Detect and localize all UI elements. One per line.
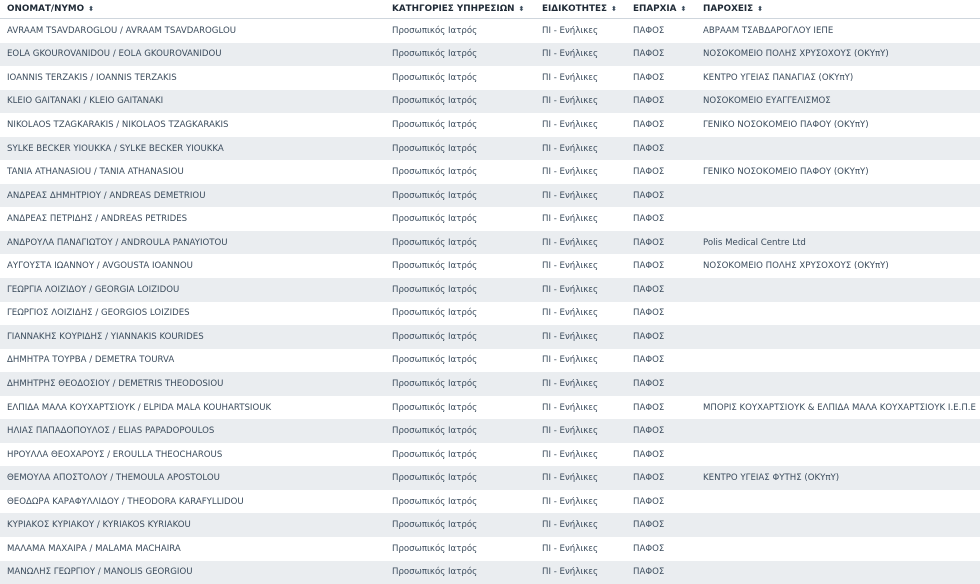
district-cell: ΠΑΦΟΣ <box>626 537 696 561</box>
doctor-name-cell: ΑΝΔΡΕΑΣ ΔΗΜΗΤΡΙΟΥ / ANDREAS DEMETRIOU <box>0 184 385 208</box>
doctor-name-cell: IOANNIS TERZAKIS / IOANNIS TERZAKIS <box>0 66 385 90</box>
provider-cell <box>696 490 980 514</box>
table-row[interactable] <box>0 396 980 420</box>
specialty-cell: ΠΙ - Ενήλικες <box>535 137 626 161</box>
specialty-cell: ΠΙ - Ενήλικες <box>535 419 626 443</box>
doctor-name-cell: SYLKE BECKER YIOUKKA / SYLKE BECKER YIOUKKA <box>0 137 385 161</box>
provider-cell: ΓΕΝΙΚΟ ΝΟΣΟΚΟΜΕΙΟ ΠΑΦΟΥ (ΟΚΥπΥ) <box>696 160 980 184</box>
doctor-name-cell: ΑΥΓΟΥΣΤΑ ΙΩΑΝΝΟΥ / AVGOUSTA IOANNOU <box>0 254 385 278</box>
service-category-cell: Προσωπικός Ιατρός <box>385 137 535 161</box>
column-header-label: ΕΙΔΙΚΟΤΗΤΕΣ <box>542 4 607 14</box>
column-header-specialty[interactable] <box>535 0 626 19</box>
specialty-cell: ΠΙ - Ενήλικες <box>535 537 626 561</box>
service-category-cell: Προσωπικός Ιατρός <box>385 490 535 514</box>
table-row[interactable] <box>0 302 980 326</box>
district-cell: ΠΑΦΟΣ <box>626 490 696 514</box>
service-category-cell: Προσωπικός Ιατρός <box>385 419 535 443</box>
specialty-cell: ΠΙ - Ενήλικες <box>535 466 626 490</box>
service-category-cell: Προσωπικός Ιατρός <box>385 396 535 420</box>
service-category-cell: Προσωπικός Ιατρός <box>385 349 535 373</box>
table-row[interactable] <box>0 254 980 278</box>
specialty-cell: ΠΙ - Ενήλικες <box>535 443 626 467</box>
provider-cell <box>696 184 980 208</box>
doctor-name-cell: KLEIO GAITANAKI / KLEIO GAITANAKI <box>0 90 385 114</box>
doctor-name-cell: ΜΑΝΩΛΗΣ ΓΕΩΡΓΙΟΥ / MANOLIS GEORGIOU <box>0 561 385 584</box>
service-category-cell: Προσωπικός Ιατρός <box>385 302 535 326</box>
district-cell: ΠΑΦΟΣ <box>626 302 696 326</box>
doctor-name-cell: ΑΝΔΡΕΑΣ ΠΕΤΡΙΔΗΣ / ANDREAS PETRIDES <box>0 207 385 231</box>
sort-icon[interactable]: ⬍ <box>519 5 525 13</box>
table-row[interactable] <box>0 325 980 349</box>
provider-cell <box>696 325 980 349</box>
doctor-name-cell: ΘΕΜΟΥΛΑ ΑΠΟΣΤΟΛΟΥ / THEMOULA APOSTOLOU <box>0 466 385 490</box>
specialty-cell: ΠΙ - Ενήλικες <box>535 254 626 278</box>
doctor-name-cell: ΑΝΔΡΟΥΛΑ ΠΑΝΑΓΙΩΤΟΥ / ANDROULA PANAYIOTOU <box>0 231 385 255</box>
specialty-cell: ΠΙ - Ενήλικες <box>535 19 626 43</box>
table-row[interactable] <box>0 66 980 90</box>
doctor-name-cell: ΜΑΛΑΜΑ ΜΑΧΑΙΡΑ / MALAMA MACHAIRA <box>0 537 385 561</box>
provider-cell <box>696 302 980 326</box>
doctor-name-cell: ΓΙΑΝΝΑΚΗΣ ΚΟΥΡΙΔΗΣ / YIANNAKIS KOURIDES <box>0 325 385 349</box>
service-category-cell: Προσωπικός Ιατρός <box>385 325 535 349</box>
district-cell: ΠΑΦΟΣ <box>626 254 696 278</box>
provider-cell <box>696 537 980 561</box>
service-category-cell: Προσωπικός Ιατρός <box>385 561 535 584</box>
provider-cell <box>696 372 980 396</box>
table-header <box>0 0 980 19</box>
service-category-cell: Προσωπικός Ιατρός <box>385 184 535 208</box>
service-category-cell: Προσωπικός Ιατρός <box>385 90 535 114</box>
specialty-cell: ΠΙ - Ενήλικες <box>535 160 626 184</box>
district-cell: ΠΑΦΟΣ <box>626 90 696 114</box>
table-row[interactable] <box>0 113 980 137</box>
service-category-cell: Προσωπικός Ιατρός <box>385 43 535 67</box>
provider-cell: ΚΕΝΤΡΟ ΥΓΕΙΑΣ ΦΥΤΗΣ (ΟΚΥπΥ) <box>696 466 980 490</box>
doctor-name-cell: ΔΗΜΗΤΡΗΣ ΘΕΟΔΟΣΙΟΥ / DEMETRIS THEODOSIOU <box>0 372 385 396</box>
specialty-cell: ΠΙ - Ενήλικες <box>535 66 626 90</box>
service-category-cell: Προσωπικός Ιατρός <box>385 278 535 302</box>
specialty-cell: ΠΙ - Ενήλικες <box>535 207 626 231</box>
specialty-cell: ΠΙ - Ενήλικες <box>535 349 626 373</box>
table-row[interactable] <box>0 419 980 443</box>
column-header-label: ΠΑΡΟΧΕΙΣ <box>703 4 753 14</box>
service-category-cell: Προσωπικός Ιατρός <box>385 466 535 490</box>
service-category-cell: Προσωπικός Ιατρός <box>385 19 535 43</box>
provider-cell: Polis Medical Centre Ltd <box>696 231 980 255</box>
service-category-cell: Προσωπικός Ιατρός <box>385 537 535 561</box>
doctor-name-cell: ΓΕΩΡΓΙΟΣ ΛΟΙΖΙΔΗΣ / GEORGIOS LOIZIDES <box>0 302 385 326</box>
table-row[interactable] <box>0 372 980 396</box>
district-cell: ΠΑΦΟΣ <box>626 443 696 467</box>
district-cell: ΠΑΦΟΣ <box>626 137 696 161</box>
provider-cell <box>696 561 980 584</box>
specialty-cell: ΠΙ - Ενήλικες <box>535 372 626 396</box>
service-category-cell: Προσωπικός Ιατρός <box>385 513 535 537</box>
doctor-name-cell: ΓΕΩΡΓΙΑ ΛΟΙΖΙΔΟΥ / GEORGIA LOIZIDOU <box>0 278 385 302</box>
sort-icon[interactable]: ⬍ <box>681 5 687 13</box>
district-cell: ΠΑΦΟΣ <box>626 561 696 584</box>
specialty-cell: ΠΙ - Ενήλικες <box>535 513 626 537</box>
table-row[interactable] <box>0 184 980 208</box>
column-header-label: ΕΠΑΡΧΙΑ <box>633 4 677 14</box>
doctor-name-cell: ΚΥΡΙΑΚΟΣ ΚΥΡΙΑΚΟΥ / KYRIAKOS KYRIAKOU <box>0 513 385 537</box>
specialty-cell: ΠΙ - Ενήλικες <box>535 278 626 302</box>
provider-cell <box>696 278 980 302</box>
provider-cell: ΝΟΣΟΚΟΜΕΙΟ ΠΟΛΗΣ ΧΡΥΣΟΧΟΥΣ (ΟΚΥπΥ) <box>696 254 980 278</box>
table-row[interactable] <box>0 561 980 584</box>
doctor-name-cell: AVRAAM TSAVDAROGLOU / AVRAAM TSAVDAROGLOU <box>0 19 385 43</box>
table-body <box>0 19 980 584</box>
specialty-cell: ΠΙ - Ενήλικες <box>535 90 626 114</box>
specialty-cell: ΠΙ - Ενήλικες <box>535 43 626 67</box>
service-category-cell: Προσωπικός Ιατρός <box>385 372 535 396</box>
provider-cell: ΝΟΣΟΚΟΜΕΙΟ ΕΥΑΓΓΕΛΙΣΜΟΣ <box>696 90 980 114</box>
district-cell: ΠΑΦΟΣ <box>626 466 696 490</box>
specialty-cell: ΠΙ - Ενήλικες <box>535 490 626 514</box>
sort-icon[interactable]: ⬍ <box>88 5 94 13</box>
doctor-name-cell: TANIA ATHANASIOU / TANIA ATHANASIOU <box>0 160 385 184</box>
table-row[interactable] <box>0 19 980 43</box>
service-category-cell: Προσωπικός Ιατρός <box>385 443 535 467</box>
provider-cell: ΝΟΣΟΚΟΜΕΙΟ ΠΟΛΗΣ ΧΡΥΣΟΧΟΥΣ (ΟΚΥπΥ) <box>696 43 980 67</box>
provider-cell: ΚΕΝΤΡΟ ΥΓΕΙΑΣ ΠΑΝΑΓΙΑΣ (ΟΚΥπΥ) <box>696 66 980 90</box>
table-row[interactable] <box>0 231 980 255</box>
column-header-provider[interactable] <box>696 0 980 19</box>
doctor-name-cell: ΔΗΜΗΤΡΑ ΤΟΥΡΒΑ / DEMETRA TOURVA <box>0 349 385 373</box>
table-row[interactable] <box>0 513 980 537</box>
doctor-name-cell: ΗΛΙΑΣ ΠΑΠΑΔΟΠΟΥΛΟΣ / ELIAS PAPADOPOULOS <box>0 419 385 443</box>
provider-cell: ΜΠΟΡΙΣ ΚΟΥΧΑΡΤΣΙΟΥΚ & ΕΛΠΙΔΑ ΜΑΛΑ ΚΟΥΧΑΡΤΣΙΟΥΚ Ι.Ε.Π.Ε <box>696 396 980 420</box>
service-category-cell: Προσωπικός Ιατρός <box>385 207 535 231</box>
district-cell: ΠΑΦΟΣ <box>626 278 696 302</box>
district-cell: ΠΑΦΟΣ <box>626 231 696 255</box>
table-row[interactable] <box>0 137 980 161</box>
service-category-cell: Προσωπικός Ιατρός <box>385 254 535 278</box>
provider-cell <box>696 443 980 467</box>
district-cell: ΠΑΦΟΣ <box>626 43 696 67</box>
district-cell: ΠΑΦΟΣ <box>626 513 696 537</box>
district-cell: ΠΑΦΟΣ <box>626 349 696 373</box>
column-header-label: ΚΑΤΗΓΟΡΙΕΣ ΥΠΗΡΕΣΙΩΝ <box>392 4 515 14</box>
sort-icon[interactable]: ⬍ <box>611 5 617 13</box>
table-row[interactable] <box>0 349 980 373</box>
provider-cell <box>696 349 980 373</box>
table-row[interactable] <box>0 443 980 467</box>
specialty-cell: ΠΙ - Ενήλικες <box>535 561 626 584</box>
service-category-cell: Προσωπικός Ιατρός <box>385 160 535 184</box>
district-cell: ΠΑΦΟΣ <box>626 396 696 420</box>
specialty-cell: ΠΙ - Ενήλικες <box>535 396 626 420</box>
table-row[interactable] <box>0 43 980 67</box>
sort-icon[interactable]: ⬍ <box>757 5 763 13</box>
doctor-name-cell: ΗΡΟΥΛΛΑ ΘΕΟΧΑΡΟΥΣ / EROULLA THEOCHAROUS <box>0 443 385 467</box>
service-category-cell: Προσωπικός Ιατρός <box>385 113 535 137</box>
district-cell: ΠΑΦΟΣ <box>626 325 696 349</box>
table-row[interactable] <box>0 160 980 184</box>
column-header-district[interactable] <box>626 0 696 19</box>
table-row[interactable] <box>0 90 980 114</box>
provider-cell <box>696 419 980 443</box>
table-row[interactable] <box>0 207 980 231</box>
specialty-cell: ΠΙ - Ενήλικες <box>535 184 626 208</box>
district-cell: ΠΑΦΟΣ <box>626 66 696 90</box>
specialty-cell: ΠΙ - Ενήλικες <box>535 302 626 326</box>
table-row[interactable] <box>0 278 980 302</box>
column-header-label: ΟΝΟΜΑΤ/ΝΥΜΟ <box>7 4 84 14</box>
column-header-service-category[interactable] <box>385 0 535 19</box>
provider-cell: ΓΕΝΙΚΟ ΝΟΣΟΚΟΜΕΙΟ ΠΑΦΟΥ (ΟΚΥπΥ) <box>696 113 980 137</box>
doctor-name-cell: ΕΛΠΙΔΑ ΜΑΛΑ ΚΟΥΧΑΡΤΣΙΟΥΚ / ELPIDA MALA KOUHARTSIOUK <box>0 396 385 420</box>
district-cell: ΠΑΦΟΣ <box>626 207 696 231</box>
header-row <box>0 0 980 19</box>
table-row[interactable] <box>0 537 980 561</box>
table-row[interactable] <box>0 490 980 514</box>
specialty-cell: ΠΙ - Ενήλικες <box>535 231 626 255</box>
provider-cell <box>696 137 980 161</box>
district-cell: ΠΑΦΟΣ <box>626 419 696 443</box>
provider-cell: ΑΒΡΑΑΜ ΤΣΑΒΔΑΡΟΓΛΟΥ ΙΕΠΕ <box>696 19 980 43</box>
provider-cell <box>696 207 980 231</box>
doctor-name-cell: ΘΕΟΔΩΡΑ ΚΑΡΑΦΥΛΛΙΔΟΥ / THEODORA KARAFYLLIDOU <box>0 490 385 514</box>
service-category-cell: Προσωπικός Ιατρός <box>385 66 535 90</box>
district-cell: ΠΑΦΟΣ <box>626 372 696 396</box>
service-category-cell: Προσωπικός Ιατρός <box>385 231 535 255</box>
district-cell: ΠΑΦΟΣ <box>626 19 696 43</box>
provider-cell <box>696 513 980 537</box>
district-cell: ΠΑΦΟΣ <box>626 160 696 184</box>
doctor-name-cell: NIKOLAOS TZAGKARAKIS / NIKOLAOS TZAGKARAKIS <box>0 113 385 137</box>
table-row[interactable] <box>0 466 980 490</box>
specialty-cell: ΠΙ - Ενήλικες <box>535 113 626 137</box>
column-header-name[interactable] <box>0 0 385 19</box>
district-cell: ΠΑΦΟΣ <box>626 184 696 208</box>
specialty-cell: ΠΙ - Ενήλικες <box>535 325 626 349</box>
doctor-name-cell: EOLA GKOUROVANIDOU / EOLA GKOUROVANIDOU <box>0 43 385 67</box>
district-cell: ΠΑΦΟΣ <box>626 113 696 137</box>
